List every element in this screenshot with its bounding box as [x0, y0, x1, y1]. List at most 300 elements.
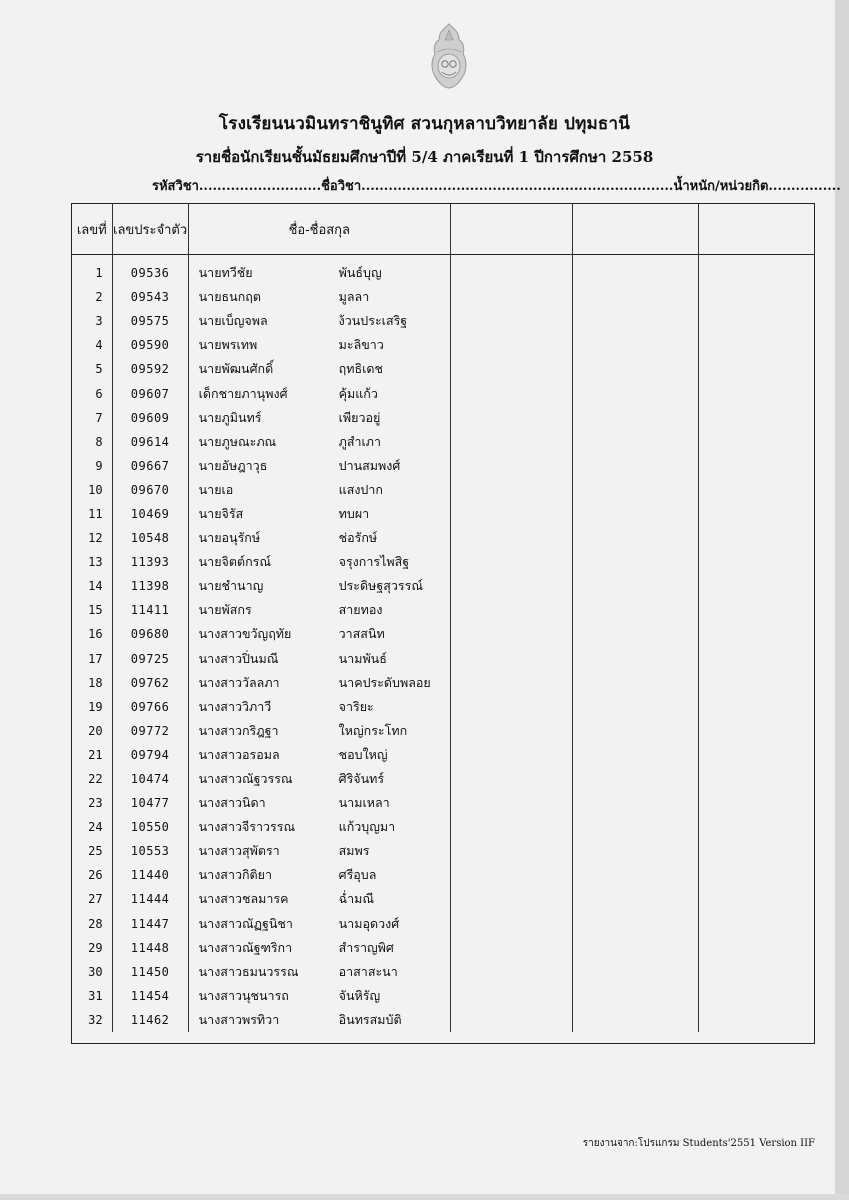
blank-score-cell — [450, 357, 572, 381]
student-first-name: นายภูษณะภณ — [198, 433, 277, 449]
student-last-name: ฤทธิเดช — [338, 361, 383, 377]
blank-score-cell — [450, 309, 572, 333]
student-last-name: ภูสำเภา — [338, 433, 382, 449]
blank-score-cell — [450, 767, 572, 791]
blank-score-cell — [699, 1008, 814, 1032]
row-number: 15 — [72, 598, 112, 622]
column-header-student-id: เลขประจำตัว — [112, 204, 188, 255]
student-last-name: วาสสนิท — [338, 626, 385, 642]
blank-score-cell — [699, 719, 814, 743]
blank-score-cell — [573, 671, 699, 695]
blank-score-cell — [699, 791, 814, 815]
student-last-name: แก้วบุญมา — [338, 819, 396, 835]
student-last-name: จรุงการไพสิฐ — [338, 554, 410, 570]
student-last-name: มูลลา — [338, 289, 370, 305]
row-number: 29 — [72, 936, 112, 960]
table-row — [72, 719, 814, 743]
student-id: 09609 — [112, 406, 188, 430]
row-number: 31 — [72, 984, 112, 1008]
blank-score-cell — [450, 839, 572, 863]
student-last-name: ประดิษฐสุวรรณ์ — [338, 578, 423, 594]
student-last-name: นามอุดวงศ์ — [338, 915, 400, 931]
student-id: 10553 — [112, 839, 188, 863]
table-row — [72, 936, 814, 960]
student-id: 09543 — [112, 285, 188, 309]
student-name — [188, 887, 450, 911]
blank-score-cell — [699, 815, 814, 839]
student-id: 09614 — [112, 430, 188, 454]
blank-score-cell — [450, 863, 572, 887]
student-last-name: พันธ์บุญ — [338, 265, 382, 281]
row-number: 2 — [72, 285, 112, 309]
row-number: 21 — [72, 743, 112, 767]
student-last-name: ปานสมพงศ์ — [338, 457, 401, 473]
student-first-name: นางสาวนุชนารถ — [198, 987, 289, 1003]
row-number: 26 — [72, 863, 112, 887]
blank-score-cell — [699, 381, 814, 405]
student-last-name: สำราญพิศ — [338, 939, 394, 955]
student-last-name: ใหญ่กระโทก — [338, 722, 408, 738]
student-name — [188, 912, 450, 936]
table-row — [72, 743, 814, 767]
student-name — [188, 743, 450, 767]
table-row — [72, 478, 814, 502]
student-id: 10548 — [112, 526, 188, 550]
row-number: 6 — [72, 381, 112, 405]
student-name — [188, 767, 450, 791]
blank-score-cell — [450, 743, 572, 767]
blank-score-cell — [450, 502, 572, 526]
blank-score-cell — [573, 984, 699, 1008]
table-row — [72, 815, 814, 839]
student-id: 09762 — [112, 671, 188, 695]
student-id: 11411 — [112, 598, 188, 622]
student-name — [188, 502, 450, 526]
blank-score-cell — [699, 863, 814, 887]
student-name — [188, 960, 450, 984]
blank-score-cell — [450, 454, 572, 478]
blank-score-cell — [573, 863, 699, 887]
blank-score-cell — [573, 285, 699, 309]
blank-score-cell — [573, 791, 699, 815]
table-row — [72, 381, 814, 405]
table-row — [72, 261, 814, 285]
student-name — [188, 695, 450, 719]
student-name — [188, 550, 450, 574]
student-id: 11444 — [112, 887, 188, 911]
student-last-name: ทบผา — [338, 505, 370, 521]
table-row — [72, 526, 814, 550]
student-id: 09607 — [112, 381, 188, 405]
blank-score-cell — [573, 574, 699, 598]
blank-score-cell — [450, 647, 572, 671]
blank-score-cell — [450, 526, 572, 550]
student-first-name: นายจิตต์กรณ์ — [198, 554, 271, 570]
blank-score-cell — [573, 502, 699, 526]
student-name — [188, 839, 450, 863]
student-first-name: นายชำนาญ — [198, 578, 264, 594]
blank-score-cell — [450, 333, 572, 357]
row-number: 23 — [72, 791, 112, 815]
student-first-name: นางสาวชลมารค — [198, 891, 289, 907]
student-last-name: แสงปาก — [338, 481, 383, 497]
table-row — [72, 647, 814, 671]
row-number: 4 — [72, 333, 112, 357]
blank-score-cell — [573, 887, 699, 911]
blank-score-cell — [573, 430, 699, 454]
blank-score-cell — [699, 984, 814, 1008]
blank-score-cell — [573, 357, 699, 381]
blank-score-cell — [573, 936, 699, 960]
row-number: 20 — [72, 719, 112, 743]
blank-score-cell — [699, 912, 814, 936]
blank-score-cell — [699, 647, 814, 671]
student-first-name: นางสาวจีราวรรณ — [198, 819, 296, 835]
student-last-name: สายทอง — [338, 602, 383, 618]
blank-score-cell — [573, 622, 699, 646]
table-row — [72, 454, 814, 478]
blank-score-cell — [450, 936, 572, 960]
student-first-name: นายเอ — [198, 481, 234, 497]
blank-score-cell — [699, 357, 814, 381]
student-name — [188, 598, 450, 622]
student-first-name: นายธนกฤต — [198, 289, 261, 305]
student-id: 09575 — [112, 309, 188, 333]
student-id: 11462 — [112, 1008, 188, 1032]
table-row — [72, 960, 814, 984]
student-name — [188, 454, 450, 478]
student-first-name: นางสาววัลลภา — [198, 674, 280, 690]
blank-score-cell — [450, 574, 572, 598]
row-number: 13 — [72, 550, 112, 574]
student-last-name: ศิริจันทร์ — [338, 771, 385, 787]
blank-score-cell — [450, 671, 572, 695]
blank-score-cell — [699, 550, 814, 574]
blank-score-cell — [573, 478, 699, 502]
blank-score-cell — [573, 839, 699, 863]
student-id: 09725 — [112, 647, 188, 671]
blank-score-cell — [450, 285, 572, 309]
student-last-name: ฉ่ำมณี — [338, 891, 375, 907]
student-first-name: นางสาววิภาวี — [198, 698, 272, 714]
table-row — [72, 671, 814, 695]
table-row — [72, 406, 814, 430]
student-id: 11450 — [112, 960, 188, 984]
row-number: 1 — [72, 261, 112, 285]
student-id: 09680 — [112, 622, 188, 646]
student-roster-table — [71, 203, 815, 1044]
student-name — [188, 574, 450, 598]
row-number: 10 — [72, 478, 112, 502]
blank-score-cell — [699, 309, 814, 333]
blank-score-cell — [573, 454, 699, 478]
student-name — [188, 719, 450, 743]
blank-score-cell — [450, 381, 572, 405]
student-name — [188, 791, 450, 815]
blank-score-cell — [450, 984, 572, 1008]
table-row — [72, 430, 814, 454]
column-header-number: เลขที่ — [72, 204, 112, 255]
blank-score-cell — [699, 574, 814, 598]
student-first-name: นางสาวณัฐฑริกา — [198, 939, 293, 955]
student-last-name: ชอบใหญ่ — [338, 746, 388, 762]
student-first-name: นายอนุรักษ์ — [198, 530, 261, 546]
blank-score-cell — [573, 381, 699, 405]
student-first-name: นางสาวนิดา — [198, 795, 266, 811]
blank-score-cell — [573, 743, 699, 767]
blank-score-cell — [450, 430, 572, 454]
blank-score-cell — [573, 333, 699, 357]
blank-score-cell — [450, 815, 572, 839]
row-number: 17 — [72, 647, 112, 671]
student-name — [188, 478, 450, 502]
student-last-name: อินทรสมบัติ — [338, 1011, 402, 1027]
table-row — [72, 984, 814, 1008]
student-first-name: นางสาวสุพัตรา — [198, 843, 280, 859]
student-id: 11398 — [112, 574, 188, 598]
row-number: 14 — [72, 574, 112, 598]
student-last-name: ศรีอุบล — [338, 867, 377, 883]
blank-score-cell — [573, 695, 699, 719]
blank-score-cell — [699, 960, 814, 984]
blank-score-cell — [450, 550, 572, 574]
student-first-name: นางสาวณัฐวรรณ — [198, 771, 293, 787]
student-name — [188, 671, 450, 695]
student-first-name: เด็กชายภานุพงศ์ — [198, 385, 288, 401]
student-name — [188, 333, 450, 357]
student-id: 09794 — [112, 743, 188, 767]
blank-score-cell — [699, 936, 814, 960]
student-id: 10474 — [112, 767, 188, 791]
student-first-name: นางสาวณัฏฐนิชา — [198, 915, 293, 931]
student-id: 11440 — [112, 863, 188, 887]
table-row — [72, 502, 814, 526]
table-header-row — [72, 204, 814, 255]
table-row — [72, 863, 814, 887]
student-last-name: จาริยะ — [338, 698, 374, 714]
student-id: 09590 — [112, 333, 188, 357]
student-id: 09667 — [112, 454, 188, 478]
row-number: 5 — [72, 357, 112, 381]
student-id: 09592 — [112, 357, 188, 381]
page-edge-bottom — [0, 1194, 849, 1200]
student-name — [188, 381, 450, 405]
row-number: 22 — [72, 767, 112, 791]
blank-score-cell — [699, 622, 814, 646]
blank-score-cell — [699, 767, 814, 791]
table-row — [72, 357, 814, 381]
student-first-name: นายพัสกร — [198, 602, 252, 618]
row-number: 9 — [72, 454, 112, 478]
blank-score-cell — [699, 333, 814, 357]
student-first-name: นายทวีชัย — [198, 265, 253, 281]
blank-score-cell — [699, 261, 814, 285]
blank-score-cell — [450, 261, 572, 285]
row-number: 25 — [72, 839, 112, 863]
blank-score-cell — [699, 887, 814, 911]
table-row — [72, 598, 814, 622]
blank-score-cell — [573, 261, 699, 285]
row-number: 28 — [72, 912, 112, 936]
column-header-blank-1 — [450, 204, 572, 255]
student-name — [188, 936, 450, 960]
student-name — [188, 430, 450, 454]
blank-score-cell — [450, 406, 572, 430]
blank-score-cell — [450, 791, 572, 815]
school-emblem-icon — [429, 22, 469, 90]
row-number: 7 — [72, 406, 112, 430]
student-first-name: นางสาวกิติยา — [198, 867, 273, 883]
student-name — [188, 285, 450, 309]
blank-score-cell — [450, 960, 572, 984]
student-id: 09766 — [112, 695, 188, 719]
blank-score-cell — [699, 743, 814, 767]
blank-score-cell — [573, 406, 699, 430]
table-row — [72, 912, 814, 936]
column-header-full-name: ชื่อ-ชื่อสกุล — [188, 204, 450, 255]
table-row — [72, 333, 814, 357]
blank-score-cell — [450, 719, 572, 743]
blank-score-cell — [699, 478, 814, 502]
student-name — [188, 526, 450, 550]
table-row — [72, 309, 814, 333]
class-list-title: รายชื่อนักเรียนชั้นมัธยมศึกษาปีที่ 5/4 ภาคเรียนที่ 1 ปีการศึกษา 2558 — [195, 148, 654, 166]
blank-score-cell — [699, 671, 814, 695]
row-number: 16 — [72, 622, 112, 646]
student-name — [188, 357, 450, 381]
blank-score-cell — [699, 502, 814, 526]
blank-score-cell — [699, 406, 814, 430]
roster-body — [72, 255, 814, 1033]
column-header-blank-3 — [699, 204, 814, 255]
blank-score-cell — [573, 1008, 699, 1032]
student-id: 09772 — [112, 719, 188, 743]
student-first-name: นายเบ็ญจพล — [198, 313, 268, 329]
student-first-name: นายจิรัส — [198, 505, 244, 521]
blank-score-cell — [450, 1008, 572, 1032]
student-last-name: นามเหลา — [338, 795, 390, 811]
blank-score-cell — [573, 598, 699, 622]
table-row — [72, 695, 814, 719]
student-first-name: นายพัฒนศักดิ์ — [198, 361, 274, 377]
blank-score-cell — [699, 454, 814, 478]
table-row — [72, 839, 814, 863]
blank-score-cell — [450, 695, 572, 719]
table-row — [72, 285, 814, 309]
row-number: 8 — [72, 430, 112, 454]
student-last-name: จันหิรัญ — [338, 987, 381, 1003]
student-first-name: นายพรเทพ — [198, 337, 258, 353]
blank-score-cell — [699, 526, 814, 550]
student-last-name: คุ้มแก้ว — [338, 385, 378, 401]
student-id: 11448 — [112, 936, 188, 960]
student-name — [188, 647, 450, 671]
row-number: 3 — [72, 309, 112, 333]
student-first-name: นางสาวธมนวรรณ — [198, 963, 299, 979]
blank-score-cell — [450, 598, 572, 622]
row-number: 27 — [72, 887, 112, 911]
blank-score-cell — [573, 309, 699, 333]
student-name — [188, 261, 450, 285]
student-name — [188, 1008, 450, 1032]
student-last-name: นามพันธ์ — [338, 650, 387, 666]
school-name: โรงเรียนนวมินทราชินูทิศ สวนกุหลาบวิทยาลัย ปทุมธานี — [218, 114, 631, 134]
student-name — [188, 815, 450, 839]
student-name — [188, 863, 450, 887]
table-row — [72, 791, 814, 815]
blank-score-cell — [573, 767, 699, 791]
student-first-name: นางสาวกริฎฐา — [198, 722, 279, 738]
row-number: 24 — [72, 815, 112, 839]
student-last-name: มะลิขาว — [338, 337, 384, 353]
subject-info-line: รหัสวิชา...........................ชื่อวิชา.....................................................................น้ำหนัก/หน่วยกิต................ — [152, 179, 841, 194]
blank-score-cell — [573, 526, 699, 550]
student-id: 09536 — [112, 261, 188, 285]
student-last-name: ช่อรักษ์ — [338, 530, 378, 546]
blank-score-cell — [573, 719, 699, 743]
row-number: 18 — [72, 671, 112, 695]
student-first-name: นายภูมินทร์ — [198, 409, 262, 425]
table-row — [72, 767, 814, 791]
student-id: 10550 — [112, 815, 188, 839]
row-number: 30 — [72, 960, 112, 984]
row-number: 19 — [72, 695, 112, 719]
student-last-name: สมพร — [338, 843, 370, 859]
student-name — [188, 984, 450, 1008]
student-first-name: นางสาวปิ่นมณี — [198, 650, 279, 666]
student-first-name: นายอัษฎาวุธ — [198, 457, 268, 473]
row-number: 12 — [72, 526, 112, 550]
student-first-name: นางสาวขวัญฤทัย — [198, 626, 292, 642]
blank-score-cell — [450, 622, 572, 646]
student-first-name: นางสาวพรทิวา — [198, 1011, 280, 1027]
column-header-blank-2 — [573, 204, 699, 255]
row-number: 11 — [72, 502, 112, 526]
student-id: 11454 — [112, 984, 188, 1008]
table-row — [72, 887, 814, 911]
table-row — [72, 574, 814, 598]
table-row — [72, 1008, 814, 1032]
row-number: 32 — [72, 1008, 112, 1032]
student-name — [188, 622, 450, 646]
blank-score-cell — [699, 430, 814, 454]
table-row — [72, 622, 814, 646]
blank-score-cell — [573, 647, 699, 671]
student-id: 10469 — [112, 502, 188, 526]
student-last-name: นาคประดับพลอย — [338, 674, 431, 690]
student-last-name: ง้วนประเสริฐ — [338, 313, 408, 329]
blank-score-cell — [699, 285, 814, 309]
blank-score-cell — [699, 598, 814, 622]
blank-score-cell — [573, 550, 699, 574]
student-id: 09670 — [112, 478, 188, 502]
blank-score-cell — [450, 887, 572, 911]
student-id: 11393 — [112, 550, 188, 574]
report-source-note: รายงานจาก:โปรแกรม Students'2551 Version IIF — [582, 1138, 815, 1149]
blank-score-cell — [450, 912, 572, 936]
student-first-name: นางสาวอรอมล — [198, 746, 280, 762]
blank-score-cell — [699, 839, 814, 863]
student-last-name: เพียวอยู่ — [338, 409, 381, 425]
blank-score-cell — [573, 912, 699, 936]
blank-score-cell — [573, 960, 699, 984]
blank-score-cell — [699, 695, 814, 719]
blank-score-cell — [573, 815, 699, 839]
student-id: 11447 — [112, 912, 188, 936]
table-row — [72, 550, 814, 574]
student-name — [188, 406, 450, 430]
blank-score-cell — [450, 478, 572, 502]
